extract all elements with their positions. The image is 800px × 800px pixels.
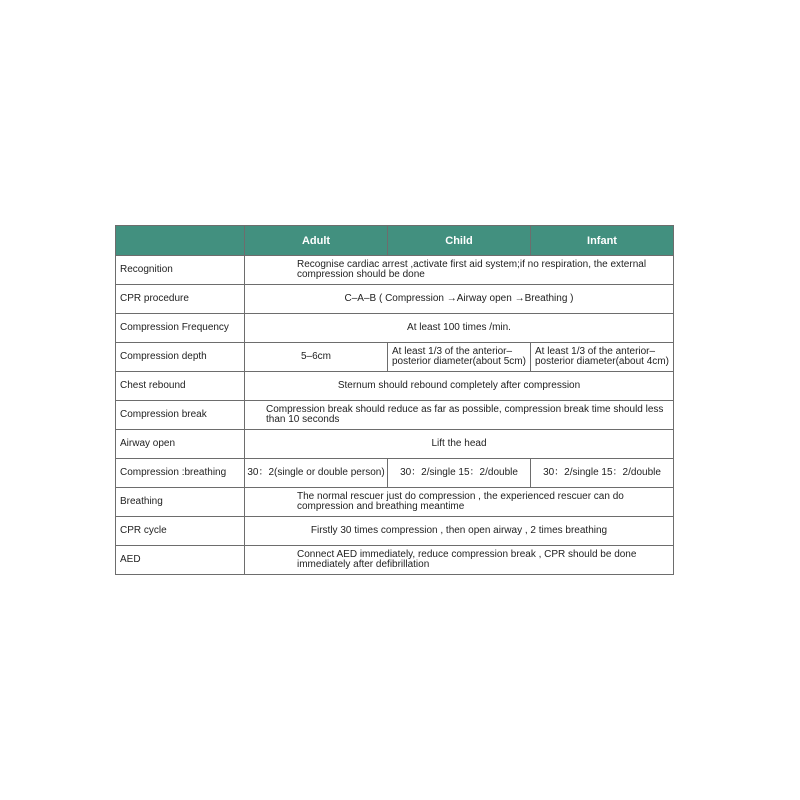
row-value: Sternum should rebound completely after compression (245, 372, 674, 401)
cell-infant: 30：2/single 15：2/double (531, 459, 674, 488)
row-value: Firstly 30 times compression , then open airway , 2 times breathing (245, 517, 674, 546)
table-row-breathing (116, 488, 674, 517)
row-label: AED (116, 546, 245, 575)
row-label: Chest rebound (116, 372, 245, 401)
row-label: Compression :breathing (116, 459, 245, 488)
row-value: At least 100 times /min. (245, 314, 674, 343)
cell-adult: 30：2(single or double person) (245, 459, 388, 488)
table-row-procedure (116, 285, 674, 314)
row-label: Compression break (116, 401, 245, 430)
header-infant: Infant (531, 226, 674, 256)
cell-adult: 5–6cm (245, 343, 388, 372)
header-adult: Adult (245, 226, 388, 256)
row-value: Recognise cardiac arrest ,activate first aid system;if no respiration, the external compression should be done (245, 256, 674, 285)
row-value: Connect AED immediately, reduce compression break , CPR should be done immediately after defibrillation (245, 546, 674, 575)
table-row-airway (116, 430, 674, 459)
row-label: Breathing (116, 488, 245, 517)
header-child: Child (388, 226, 531, 256)
header-row (116, 226, 674, 256)
table-row-rebound (116, 372, 674, 401)
table-row-cycle (116, 517, 674, 546)
cpr-comparison-table (115, 225, 674, 575)
row-label: Compression Frequency (116, 314, 245, 343)
cell-infant: At least 1/3 of the anterior–posterior diameter(about 4cm) (531, 343, 674, 372)
cell-child: 30：2/single 15：2/double (388, 459, 531, 488)
row-value: Compression break should reduce as far as possible, compression break time should less than 10 seconds (245, 401, 674, 430)
table-row-frequency (116, 314, 674, 343)
row-value: C–A–B ( Compression →Airway open →Breathing ) (245, 285, 674, 314)
header-corner (116, 226, 245, 256)
cell-child: At least 1/3 of the anterior–posterior diameter(about 5cm) (388, 343, 531, 372)
table-row-break (116, 401, 674, 430)
table-row-depth (116, 343, 674, 372)
row-label: Compression depth (116, 343, 245, 372)
table-row-ratio (116, 459, 674, 488)
row-value: The normal rescuer just do compression , the experienced rescuer can do compression and breathing meantime (245, 488, 674, 517)
table-row-aed (116, 546, 674, 575)
row-label: Airway open (116, 430, 245, 459)
table-row-recognition (116, 256, 674, 285)
row-label: CPR procedure (116, 285, 245, 314)
row-label: Recognition (116, 256, 245, 285)
row-value: Lift the head (245, 430, 674, 459)
row-label: CPR cycle (116, 517, 245, 546)
